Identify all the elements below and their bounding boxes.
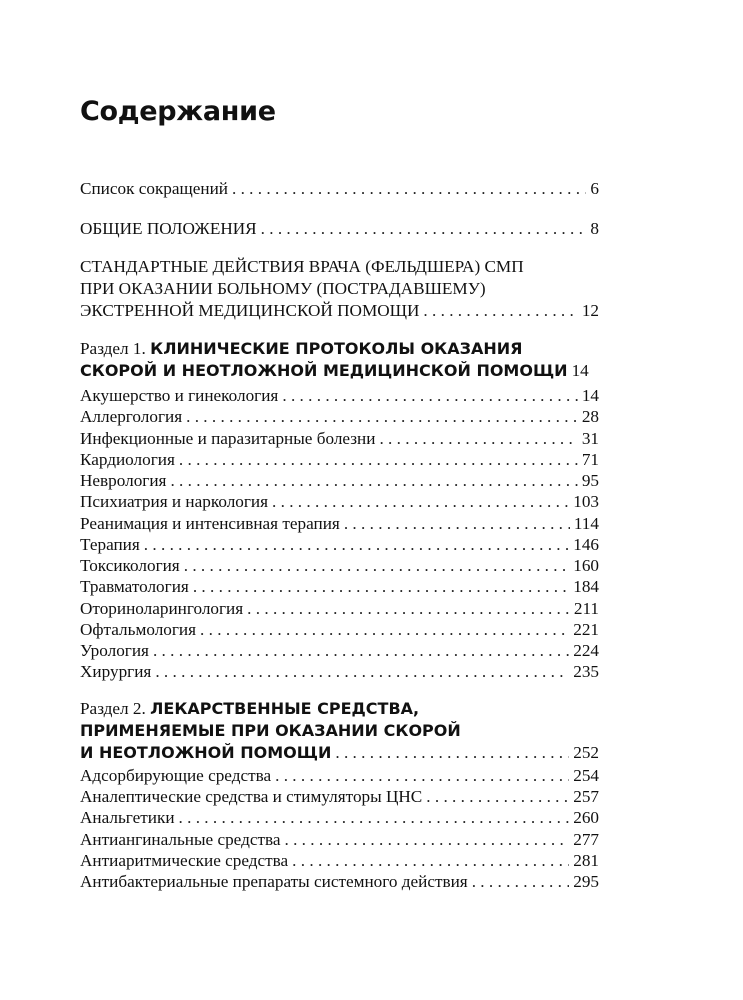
toc-entry-title: СКОРОЙ И НЕОТЛОЖНОЙ МЕДИЦИНСКОЙ ПОМОЩИ xyxy=(80,361,568,380)
toc-entry-page: 14 xyxy=(581,386,599,405)
toc-entry-title: Аллергология xyxy=(80,407,183,427)
toc-entry-title: Неврология xyxy=(80,471,167,490)
toc-entry-title: Анальгетики xyxy=(80,808,175,828)
toc-entry-general-provisions[interactable] xyxy=(80,218,599,240)
toc-entry-page: 160 xyxy=(573,556,599,575)
toc-entry[interactable] xyxy=(80,619,599,641)
dot-leader xyxy=(186,406,578,428)
dot-leader xyxy=(426,786,569,808)
dot-leader xyxy=(275,765,569,787)
toc-entry-title: Кардиология xyxy=(80,449,175,469)
toc-entry-page: 103 xyxy=(573,492,599,512)
toc-entry-title: ЭКСТРЕННОЙ МЕДИЦИНСКОЙ ПОМОЩИ xyxy=(80,301,420,320)
toc-entry[interactable] xyxy=(80,491,599,513)
dot-leader xyxy=(472,871,570,893)
toc-entry-page: 235 xyxy=(573,662,599,682)
page-title: Содержание xyxy=(80,96,276,127)
toc-entry[interactable] xyxy=(80,513,599,535)
toc-entry-page: 260 xyxy=(573,808,599,828)
toc-entry-section2[interactable] xyxy=(80,742,599,764)
toc-entry-title: Травматология xyxy=(80,577,189,597)
dot-leader xyxy=(282,385,577,407)
toc-entry-page: 146 xyxy=(573,534,599,554)
toc-entry[interactable] xyxy=(80,385,599,407)
section2-heading-line1 xyxy=(80,698,419,720)
toc-entry-page: 224 xyxy=(573,641,599,660)
dot-leader xyxy=(261,218,587,240)
dot-leader xyxy=(170,470,577,492)
toc-entry[interactable] xyxy=(80,765,599,787)
dot-leader xyxy=(247,598,570,620)
toc-entry[interactable] xyxy=(80,470,599,492)
toc-entry-title: Офтальмология xyxy=(80,619,197,639)
toc-entry-page: 281 xyxy=(573,850,599,870)
toc-entry-page: 184 xyxy=(573,577,599,597)
toc-entry[interactable] xyxy=(80,598,599,620)
toc-entry-page: 6 xyxy=(590,179,599,198)
toc-entry[interactable] xyxy=(80,640,599,662)
toc-entry-title: Список сокращений xyxy=(80,179,228,198)
dot-leader xyxy=(193,576,569,598)
section2-prefix: Раздел 2. xyxy=(80,699,151,718)
dot-leader xyxy=(284,829,569,851)
toc-entry-page: 114 xyxy=(573,513,599,533)
toc-entry-title: Токсикология xyxy=(80,556,180,575)
toc-entry-title: Адсорбирующие средства xyxy=(80,766,272,785)
toc-entry-title: Психиатрия и наркология xyxy=(80,492,269,512)
dot-leader xyxy=(179,807,570,829)
toc-entry[interactable] xyxy=(80,661,599,683)
toc-entry[interactable] xyxy=(80,871,599,893)
toc-entry-title: Оториноларингология xyxy=(80,598,244,618)
toc-entry-abbreviations[interactable] xyxy=(80,178,599,200)
toc-entry-standard-actions-line1: СТАНДАРТНЫЕ ДЕЙСТВИЯ ВРАЧА (ФЕЛЬДШЕРА) СМП xyxy=(80,257,524,276)
dot-leader xyxy=(344,513,570,535)
section2-heading-line2 xyxy=(80,720,461,742)
dot-leader xyxy=(379,428,577,450)
dot-leader xyxy=(179,449,578,471)
dot-leader xyxy=(292,850,569,872)
toc-entry[interactable] xyxy=(80,406,599,428)
toc-entry-page: 254 xyxy=(573,766,599,785)
toc-entry[interactable] xyxy=(80,786,599,808)
toc-entry-page: 71 xyxy=(581,449,599,469)
toc-entry-page: 295 xyxy=(573,872,599,891)
dot-leader xyxy=(335,742,569,764)
toc-entry-standard-actions-line2: ПРИ ОКАЗАНИИ БОЛЬНОМУ (ПОСТРАДАВШЕМУ) xyxy=(80,279,486,298)
toc-entry[interactable] xyxy=(80,555,599,577)
toc-entry[interactable] xyxy=(80,807,599,829)
toc-entry-page: 28 xyxy=(581,407,599,427)
toc-entry-title: Хирургия xyxy=(80,662,152,682)
section2-title: ПРИМЕНЯЕМЫЕ ПРИ ОКАЗАНИИ СКОРОЙ xyxy=(80,721,461,740)
toc-entry[interactable] xyxy=(80,576,599,598)
toc-entry[interactable] xyxy=(80,428,599,450)
dot-leader xyxy=(272,491,569,513)
toc-entry-page: 277 xyxy=(573,829,599,849)
toc-entry-title: ОБЩИЕ ПОЛОЖЕНИЯ xyxy=(80,219,257,238)
toc-entry-title: Акушерство и гинекология xyxy=(80,386,279,405)
toc-entry-page: 221 xyxy=(573,619,599,639)
toc-entry-title: Антиаритмические средства xyxy=(80,850,289,870)
section1-heading-line1 xyxy=(80,338,522,360)
toc-entry-page: 31 xyxy=(581,428,599,448)
toc-entry-page: 211 xyxy=(573,598,599,618)
dot-leader xyxy=(423,300,577,322)
dot-leader xyxy=(144,534,569,556)
toc-entry[interactable] xyxy=(80,850,599,872)
toc-entry-page: 14 xyxy=(571,361,589,380)
toc-entry[interactable] xyxy=(80,449,599,471)
section1-title: КЛИНИЧЕСКИЕ ПРОТОКОЛЫ ОКАЗАНИЯ xyxy=(150,339,523,358)
dot-leader xyxy=(184,555,570,577)
toc-entry-page: 257 xyxy=(573,787,599,807)
toc-entry-title: И НЕОТЛОЖНОЙ ПОМОЩИ xyxy=(80,743,332,762)
toc-entry-title: Аналептические средства и стимуляторы ЦНС xyxy=(80,787,423,807)
toc-entry-title: Урология xyxy=(80,641,149,660)
toc-entry-title: Реанимация и интенсивная терапия xyxy=(80,513,340,533)
toc-entry-title: Терапия xyxy=(80,534,140,554)
dot-leader xyxy=(232,178,586,200)
toc-entry-page: 8 xyxy=(590,219,599,238)
toc-entry-page: 12 xyxy=(581,301,599,320)
toc-entry[interactable] xyxy=(80,534,599,556)
toc-entry[interactable] xyxy=(80,829,599,851)
toc-entry-page: 95 xyxy=(581,471,599,490)
toc-entry-page: 252 xyxy=(573,743,599,762)
toc-entry-title: Антиангинальные средства xyxy=(80,829,281,849)
toc-entry-section1[interactable] xyxy=(80,360,599,382)
section2-title: ЛЕКАРСТВЕННЫЕ СРЕДСТВА, xyxy=(150,699,420,718)
section1-prefix: Раздел 1. xyxy=(80,339,151,358)
toc-entry-standard-actions[interactable] xyxy=(80,300,599,322)
toc-entry-title: Антибактериальные препараты системного действия xyxy=(80,872,468,891)
dot-leader xyxy=(200,619,569,641)
dot-leader xyxy=(153,640,569,662)
dot-leader xyxy=(155,661,569,683)
toc-entry-title: Инфекционные и паразитарные болезни xyxy=(80,428,376,448)
